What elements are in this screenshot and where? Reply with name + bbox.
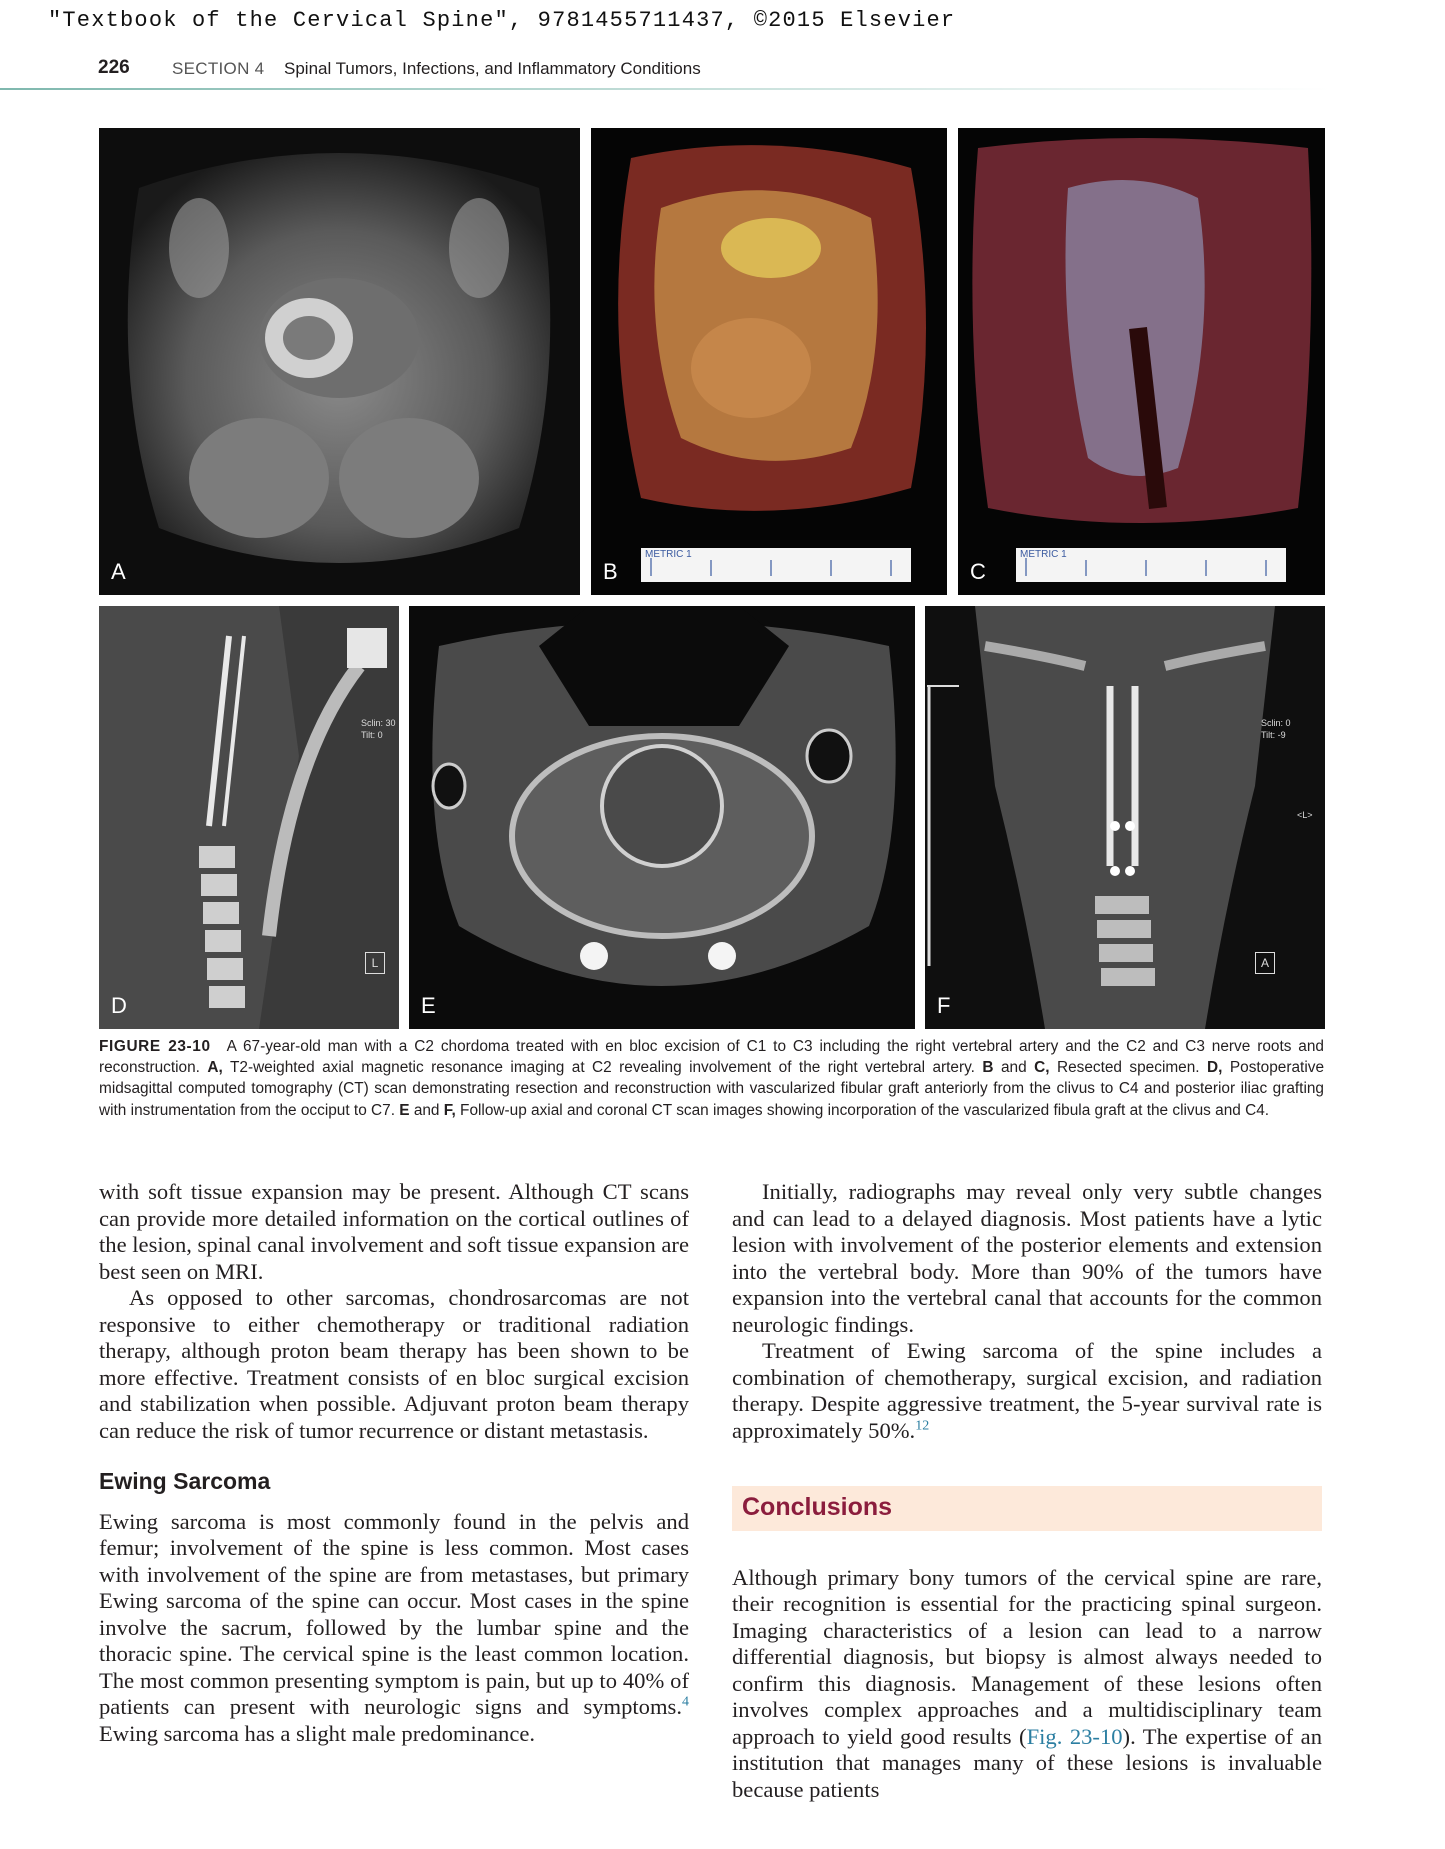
paragraph-text: Treatment of Ewing sarcoma of the spine includes a combination of chemotherapy, surgical excision, and radiation therapy. Despite aggressive treatment, the 5-year survival rate is approximately 50%. bbox=[732, 1338, 1322, 1443]
panel-letter: B bbox=[603, 559, 618, 584]
figure-panel-e-ct-axial bbox=[409, 606, 915, 1029]
figure-panel-b-specimen bbox=[591, 128, 947, 595]
caption-text: A 67-year-old man with a C2 chordoma treated with en bloc excision of C1 to C3 including the right vertebral artery and the C2 and C3 nerve roots and reconstruction. bbox=[99, 1038, 1324, 1077]
body-paragraph bbox=[732, 1338, 1322, 1444]
caption-text: Postoperative midsagittal computed tomography (CT) scan demonstrating resection and reconstruction with vascularized fibular graft anteriorly from the clivus to C4 and posterior iliac grafting with instrumentation from the occiput to C7. bbox=[99, 1059, 1325, 1119]
caption-panel-ref: F, bbox=[443, 1101, 456, 1119]
caption-text: T2-weighted axial magnetic resonance imaging at C2 revealing involvement of the right vertebral artery. bbox=[229, 1059, 975, 1077]
caption-panel-ref: A, bbox=[207, 1059, 223, 1077]
caption-text: and bbox=[1000, 1059, 1027, 1077]
body-column-left bbox=[99, 1179, 689, 1747]
caption-panel-ref: D, bbox=[1207, 1059, 1223, 1077]
orientation-marker: L bbox=[365, 952, 385, 974]
section-label: SECTION 4 bbox=[172, 59, 265, 78]
ruler-label: METRIC 1 bbox=[1020, 549, 1067, 560]
caption-text: Follow-up axial and coronal CT scan images showing incorporation of the vascularized fibula graft at the clivus and C4. bbox=[460, 1101, 1270, 1119]
scan-overlay-text: Tilt: -9 bbox=[1261, 730, 1286, 740]
body-paragraph: Initially, radiographs may reveal only very subtle changes and can lead to a delayed diagnosis. Most patients have a lytic lesion with involvement of the posterior elements and extension into the vertebral body. More than 90% of the tumors have expansion into the vertebral canal that accounts for the common neurologic findings. bbox=[732, 1179, 1322, 1337]
panel-letter: A bbox=[111, 559, 126, 584]
header-rule bbox=[0, 88, 1330, 90]
section-title: Spinal Tumors, Infections, and Inflammatory Conditions bbox=[284, 59, 701, 78]
paragraph-text: Ewing sarcoma has a slight male predominance. bbox=[99, 1720, 536, 1746]
body-paragraph: As opposed to other sarcomas, chondrosarcomas are not responsive to either chemotherapy or traditional radiation therapy, although proton beam therapy has been shown to be more effective. Treatment consists of en bloc surgical excision and stabilization when possible. Adjuvant proton beam therapy can reduce the risk of tumor recurrence or distant metastasis. bbox=[99, 1285, 689, 1443]
figure-link[interactable]: Fig. 23-10 bbox=[1026, 1723, 1123, 1749]
panel-letter: D bbox=[111, 993, 127, 1018]
figure-panel-d-ct-sagittal bbox=[99, 606, 399, 1029]
side-marker: <L> bbox=[1297, 810, 1313, 820]
figure-panel-c-specimen bbox=[958, 128, 1325, 595]
paragraph-text: Ewing sarcoma is most commonly found in the pelvis and femur; involvement of the spine is less common. Most cases with involvement of the spine are from metastases, but primary Ewing sarcoma of the spine can occur. Most cases in the spine involve the sacrum, followed by the lumbar spine and the thoracic spine. The cervical spine is the least common location. The most common presenting symptom is pain, but up to 40% of patients can present with neurologic signs and symptoms. bbox=[99, 1508, 689, 1719]
watermark-citation: "Textbook of the Cervical Spine", 9781455711437, ©2015 Elsevier bbox=[48, 8, 956, 33]
caption-panel-ref: B bbox=[982, 1059, 994, 1077]
figure-label: FIGURE 23-10 bbox=[99, 1038, 211, 1055]
figure-panel-f-ct-coronal bbox=[925, 606, 1325, 1029]
panel-letter: F bbox=[937, 993, 951, 1018]
orientation-marker: A bbox=[1255, 952, 1275, 974]
citation-link[interactable]: 12 bbox=[915, 1417, 930, 1433]
section-heading: Ewing Sarcoma bbox=[99, 1468, 271, 1494]
section-heading: Conclusions bbox=[742, 1493, 893, 1521]
conclusions-heading-box bbox=[732, 1486, 1322, 1531]
panel-letter: E bbox=[421, 993, 436, 1018]
panel-letter: C bbox=[970, 559, 986, 584]
figure-caption bbox=[99, 1036, 1324, 1121]
body-paragraph bbox=[732, 1565, 1322, 1804]
ruler-label: METRIC 1 bbox=[645, 549, 692, 560]
body-paragraph: with soft tissue expansion may be present. Although CT scans can provide more detailed information on the cortical outlines of the lesion, spinal canal involvement and soft tissue expansion are best seen on MRI. bbox=[99, 1179, 689, 1284]
scan-overlay-text: Sclin: 0 bbox=[1261, 718, 1291, 728]
body-paragraph bbox=[99, 1509, 689, 1748]
figure-panel-a-mri bbox=[99, 128, 580, 595]
scan-overlay-text: Tilt: 0 bbox=[361, 730, 383, 740]
caption-text: and bbox=[413, 1101, 440, 1119]
paragraph-text: Although primary bony tumors of the cervical spine are rare, their recognition is essential for the practicing spinal surgeon. Imaging characteristics of a lesion can lead to a narrow differential diagnosis, but biopsy is almost always needed to confirm this diagnosis. Management of these lesions often involves complex approaches and a multidisciplinary team approach to yield good results ( bbox=[732, 1564, 1322, 1749]
scan-overlay-text: Sclin: 30 bbox=[361, 718, 396, 728]
paragraph-text: ). The expertise of an institution that manages many of these lesions is invaluable because patients bbox=[732, 1723, 1322, 1802]
caption-text: Resected specimen. bbox=[1056, 1059, 1200, 1077]
caption-panel-ref: E bbox=[399, 1101, 410, 1119]
citation-link[interactable]: 4 bbox=[682, 1694, 689, 1710]
body-column-right bbox=[732, 1179, 1322, 1803]
page-number: 226 bbox=[98, 57, 130, 78]
caption-panel-ref: C, bbox=[1034, 1059, 1050, 1077]
